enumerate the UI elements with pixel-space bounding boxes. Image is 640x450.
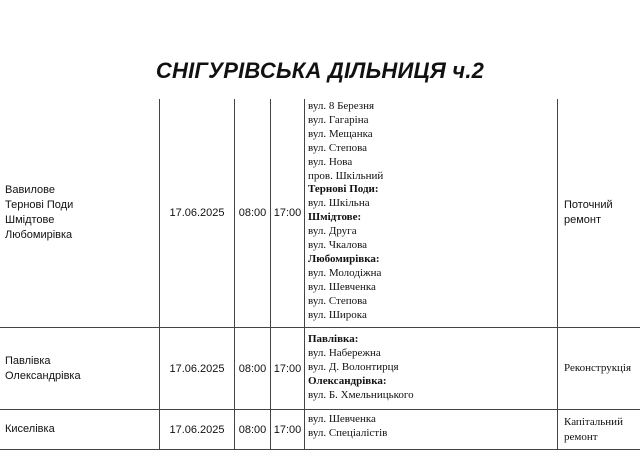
street-name: вул. Шевченка <box>308 281 557 295</box>
street-name: вул. 8 Березня <box>308 100 557 114</box>
street-name: вул. Шкільна <box>308 197 557 211</box>
street-name: вул. Мещанка <box>308 128 557 142</box>
date-cell: 17.06.2025 <box>160 328 235 410</box>
work-type-cell <box>558 99 640 328</box>
table-row <box>0 99 640 328</box>
start-time-cell: 08:00 <box>235 410 271 450</box>
street-name: пров. Шкільний <box>308 170 557 184</box>
end-time-cell: 17:00 <box>271 328 305 410</box>
date-cell: 17.06.2025 <box>160 99 235 328</box>
settlement-name: Павлівка <box>5 354 159 369</box>
table-row <box>0 328 640 410</box>
start-time-cell: 08:00 <box>235 99 271 328</box>
settlement-name: Олександрівка <box>5 369 159 384</box>
street-name: вул. Б. Хмельницького <box>308 389 557 403</box>
settlement-name: Любомирівка <box>5 228 159 243</box>
street-name: вул. Молодіжна <box>308 267 557 281</box>
work-type-cell <box>558 328 640 410</box>
page-title: СНІГУРІВСЬКА ДІЛЬНИЦЯ ч.2 <box>0 58 640 84</box>
streets-cell <box>305 328 558 410</box>
settlement-name: Шмідтове <box>5 213 159 228</box>
settlement-name: Тернові Поди <box>5 198 159 213</box>
start-time-cell: 08:00 <box>235 328 271 410</box>
settlements-cell <box>0 410 160 450</box>
street-name: вул. Гагаріна <box>308 114 557 128</box>
end-time-cell: 17:00 <box>271 99 305 328</box>
settlement-heading: Тернові Поди: <box>308 183 557 197</box>
schedule-table <box>0 99 640 450</box>
street-name: вул. Д. Волонтирця <box>308 361 557 375</box>
street-name: вул. Степова <box>308 295 557 309</box>
street-name: вул. Друга <box>308 225 557 239</box>
settlement-heading: Павлівка: <box>308 333 557 347</box>
streets-cell <box>305 99 558 328</box>
work-type-text: Капітальний <box>564 415 640 430</box>
street-name: вул. Нова <box>308 156 557 170</box>
street-name: вул. Широка <box>308 309 557 323</box>
settlements-cell <box>0 328 160 410</box>
settlement-heading: Шмідтове: <box>308 211 557 225</box>
street-name: вул. Спеціалістів <box>308 427 557 441</box>
settlement-name: Вавилове <box>5 183 159 198</box>
work-type-cell <box>558 410 640 450</box>
schedule-body <box>0 99 640 450</box>
table-row <box>0 410 640 450</box>
date-cell: 17.06.2025 <box>160 410 235 450</box>
settlement-heading: Любомирівка: <box>308 253 557 267</box>
end-time-cell: 17:00 <box>271 410 305 450</box>
work-type-text: Реконструкція <box>564 361 640 376</box>
work-type-text: Поточний <box>564 198 640 213</box>
street-name: вул. Чкалова <box>308 239 557 253</box>
street-name: вул. Набережна <box>308 347 557 361</box>
street-name: вул. Шевченка <box>308 413 557 427</box>
settlements-cell <box>0 99 160 328</box>
street-name: вул. Степова <box>308 142 557 156</box>
work-type-text: ремонт <box>564 430 640 445</box>
streets-cell <box>305 410 558 450</box>
settlement-heading: Олександрівка: <box>308 375 557 389</box>
work-type-text: ремонт <box>564 213 640 228</box>
settlement-name: Киселівка <box>5 422 159 437</box>
